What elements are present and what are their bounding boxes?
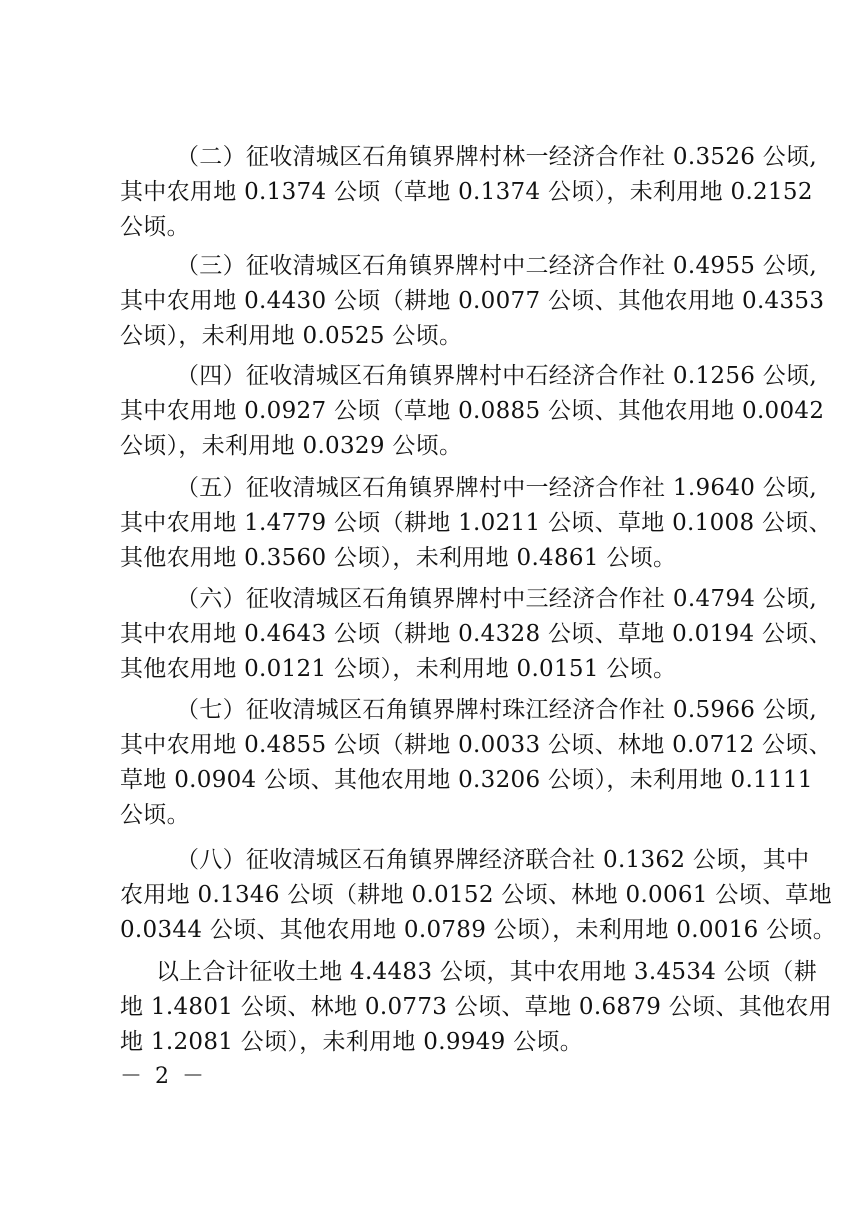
paragraph-collective-zhong-er [120,249,825,354]
text-line: （三）征收清城区石角镇界牌村中二经济合作社 0.4955 公顷, [176,253,818,279]
paragraph-total-summary [120,955,832,1060]
text-line: （八）征收清城区石角镇界牌经济联合社 0.1362 公顷，其中 [176,847,810,873]
text-line: 0.0344 公顷、其他农用地 0.0789 公顷），未利用地 0.0016 公顷。 [120,917,837,943]
text-line: 其中农用地 0.4643 公顷（耕地 0.4328 公顷、草地 0.0194 公顷、 [120,621,832,647]
text-line: 地 1.2081 公顷），未利用地 0.9949 公顷。 [120,1029,584,1055]
text-line: 其中农用地 1.4779 公顷（耕地 1.0211 公顷、草地 0.1008 公顷、 [120,510,832,536]
text-line: 公顷。 [120,214,190,240]
text-line: 其他农用地 0.0121 公顷），未利用地 0.0151 公顷。 [120,656,677,682]
paragraph-collective-lin-yi [120,140,818,245]
text-line: 以上合计征收土地 4.4483 公顷，其中农用地 3.4534 公顷（耕 [156,959,817,985]
text-line: 其他农用地 0.3560 公顷），未利用地 0.4861 公顷。 [120,545,677,571]
paragraph-joint-cooperative [120,843,837,948]
text-line: 其中农用地 0.4430 公顷（耕地 0.0077 公顷、其他农用地 0.4353 [120,288,825,314]
paragraph-collective-zhong-shi [120,359,825,464]
text-line: 公顷），未利用地 0.0525 公顷。 [120,323,463,349]
text-line: （七）征收清城区石角镇界牌村珠江经济合作社 0.5966 公顷, [176,697,818,723]
text-line: 其中农用地 0.1374 公顷（草地 0.1374 公顷），未利用地 0.2152 [120,179,813,205]
text-line: （四）征收清城区石角镇界牌村中石经济合作社 0.1256 公顷, [176,363,818,389]
paragraph-collective-zhujiang [120,693,832,833]
text-line: 其中农用地 0.4855 公顷（耕地 0.0033 公顷、林地 0.0712 公顷、 [120,732,832,758]
text-line: 公顷），未利用地 0.0329 公顷。 [120,433,463,459]
text-line: （五）征收清城区石角镇界牌村中一经济合作社 1.9640 公顷, [176,475,818,501]
text-line: 农用地 0.1346 公顷（耕地 0.0152 公顷、林地 0.0061 公顷、草地 [120,882,832,908]
text-line: 其中农用地 0.0927 公顷（草地 0.0885 公顷、其他农用地 0.0042 [120,398,825,424]
text-line: 地 1.4801 公顷、林地 0.0773 公顷、草地 0.6879 公顷、其他农用 [120,994,832,1020]
text-line: 草地 0.0904 公顷、其他农用地 0.3206 公顷），未利用地 0.1111 [120,767,813,793]
page-number: － 2 － [120,1064,207,1089]
text-line: 公顷。 [120,802,190,828]
text-line: （六）征收清城区石角镇界牌村中三经济合作社 0.4794 公顷, [176,586,818,612]
paragraph-collective-zhong-yi [120,471,832,576]
paragraph-collective-zhong-san [120,582,832,687]
text-line: （二）征收清城区石角镇界牌村林一经济合作社 0.3526 公顷, [176,144,818,170]
